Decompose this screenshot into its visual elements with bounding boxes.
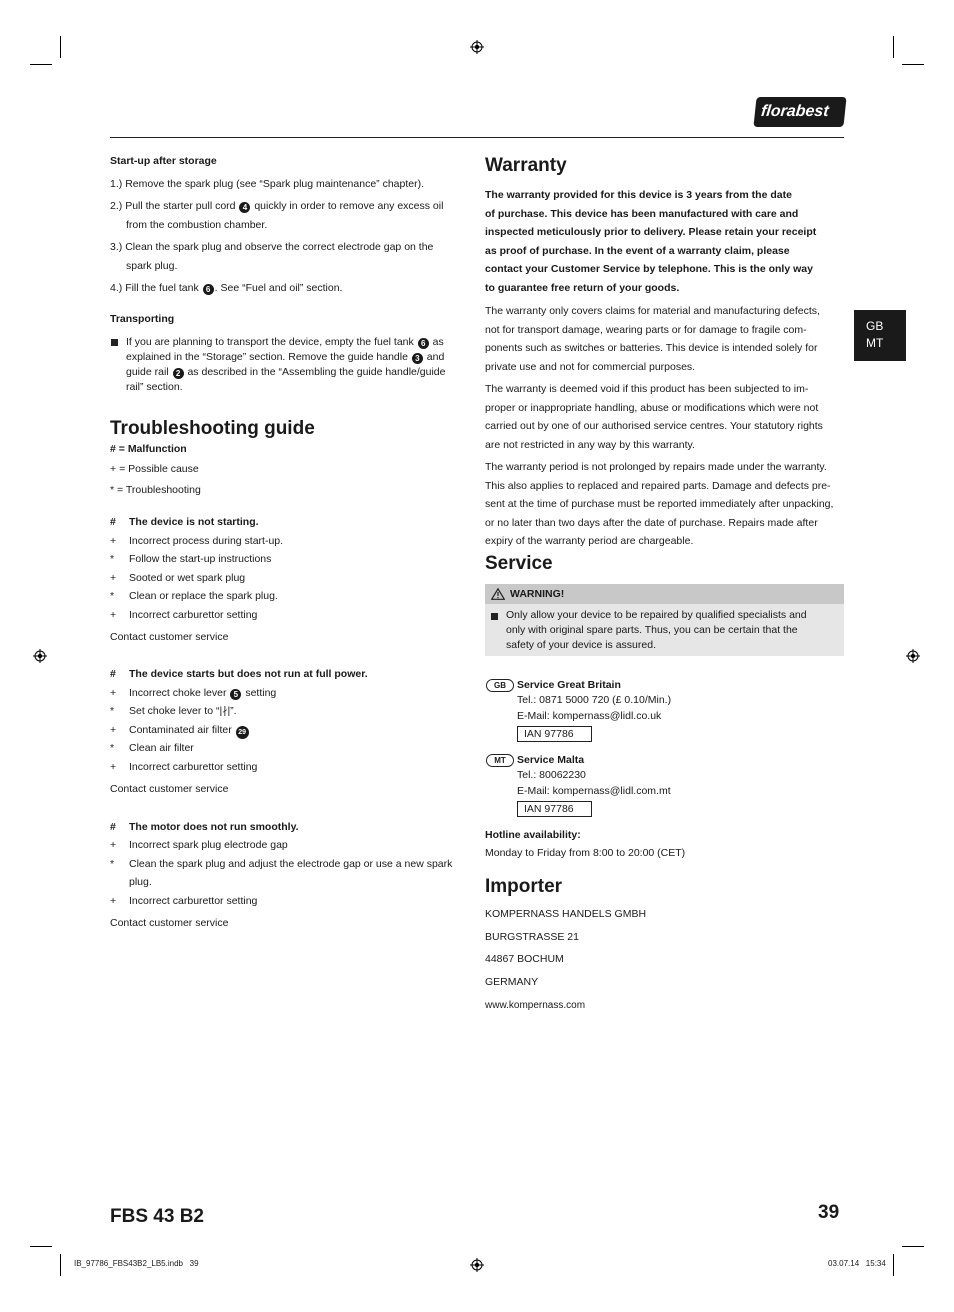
fault-title: # The device starts but does not run at full power.: [110, 668, 368, 680]
registration-mark-icon: [470, 1258, 484, 1272]
transport-text: guide rail: [126, 366, 169, 378]
text-line: proper or inappropriate handling, abuse or modifications which were not: [485, 401, 819, 414]
item-text: Incorrect choke lever: [129, 687, 227, 699]
text-line: This also applies to replaced and repaired parts. Damage and defects pre-: [485, 479, 831, 492]
fault-item: [110, 534, 283, 549]
fault-item: [110, 571, 245, 586]
importer-line: KOMPERNASS HANDELS GMBH: [485, 908, 647, 920]
warranty-heading: Warranty: [485, 155, 567, 176]
item-text: Clean the spark plug and adjust the electrode gap or use a new spark: [129, 858, 453, 870]
registration-mark-icon: [33, 649, 47, 663]
registration-mark-icon: [906, 649, 920, 663]
text-line: not for transport damage, wearing parts or for damage to fragile com-: [485, 323, 807, 336]
transport-line-4: rail” section.: [126, 381, 183, 393]
part-ref-badge: 6: [203, 284, 214, 295]
fault-item: [110, 552, 271, 567]
registration-mark-icon: [470, 40, 484, 54]
service-gb-name: Service Great Britain: [517, 679, 621, 691]
warning-text: [506, 608, 807, 653]
header-rule: [110, 137, 844, 138]
item-symbol: +: [110, 609, 117, 621]
part-ref-badge: 4: [239, 202, 250, 213]
startup-step-3: [110, 240, 470, 255]
item-text: Follow the start-up instructions: [129, 553, 272, 565]
item-symbol: +: [110, 535, 117, 547]
transport-text: If you are planning to transport the device, empty the fuel tank: [126, 336, 414, 348]
item-text: setting: [245, 687, 277, 699]
contact-customer-service: Contact customer service: [110, 917, 229, 929]
warranty-paragraph-1: [485, 302, 847, 376]
bullet-square-icon: [111, 339, 118, 346]
text-line: The warranty is deemed void if this product has been subjected to im-: [485, 383, 809, 395]
text-line: Only allow your device to be repaired by qualified specialists and: [506, 609, 807, 621]
transport-line-2: [126, 350, 444, 365]
legend-text: = Malfunction: [118, 443, 187, 455]
text-line: private use and not for commercial purposes.: [485, 360, 696, 373]
item-text: Set choke lever to “|∤|”.: [129, 705, 237, 717]
transport-text: and: [426, 351, 445, 363]
importer-heading: Importer: [485, 876, 563, 897]
legend-text: = Possible cause: [119, 463, 199, 475]
item-symbol: +: [110, 895, 117, 907]
crop-mark: [902, 64, 924, 65]
print-date: 03.07.14 15:34: [828, 1259, 886, 1268]
step-number: 2.): [110, 200, 123, 212]
text-line: to guarantee free return of your goods.: [485, 281, 680, 294]
service-mt-name: Service Malta: [517, 754, 585, 766]
service-mt-email: E-Mail: kompernass@lidl.com.mt: [517, 785, 671, 797]
startup-step-3-cont: spark plug.: [126, 260, 178, 272]
fault-title-text: The device is not starting.: [129, 516, 259, 528]
text-line: safety of your device is assured.: [506, 639, 656, 651]
step-number: 4.): [110, 282, 123, 294]
importer-website: www.kompernass.com: [485, 1000, 586, 1011]
service-gb-tel: Tel.: 0871 5000 720 (£ 0.10/Min.): [517, 694, 672, 706]
step-text: quickly in order to remove any excess oil: [254, 200, 444, 212]
hotline-text: Monday to Friday from 8:00 to 20:00 (CET): [485, 847, 686, 859]
hotline-title: Hotline availability:: [485, 829, 581, 841]
fault-item: [110, 686, 276, 701]
service-mt-tel: Tel.: 80062230: [517, 769, 586, 781]
fault-title: # The device is not starting.: [110, 516, 259, 528]
footer-model: FBS 43 B2: [110, 1206, 204, 1227]
item-text: Incorrect carburettor setting: [129, 609, 258, 621]
fault-item: [110, 723, 250, 739]
text-line: The warranty provided for this device is 3 years from the date: [485, 189, 792, 201]
language-tab: [854, 310, 906, 361]
warranty-bold-paragraph: [485, 186, 847, 298]
item-text: Incorrect process during start-up.: [129, 535, 284, 547]
importer-line: BURGSTRASSE 21: [485, 931, 579, 943]
fault-item: [110, 608, 257, 623]
text-line: of purchase. This device has been manufactured with care and: [485, 207, 799, 220]
legend-malfunction: [110, 442, 187, 457]
ian-box: IAN 97786: [517, 726, 592, 742]
text-line: contact your Customer Service by telephone. This is the only way: [485, 263, 813, 276]
fault-item: [110, 589, 278, 604]
florabest-logo: [753, 97, 846, 127]
item-symbol: *: [110, 705, 115, 717]
crop-mark: [893, 1254, 894, 1276]
startup-step-2-cont: from the combustion chamber.: [126, 219, 268, 231]
step-text: Remove the spark plug (see “Spark plug maintenance” chapter).: [125, 178, 425, 190]
text-line: or no later than two days after the date of purchase. Repairs made after: [485, 516, 818, 529]
item-symbol: *: [110, 742, 115, 754]
step-text: Pull the starter pull cord: [125, 200, 236, 212]
contact-customer-service: Contact customer service: [110, 631, 229, 643]
crop-mark: [893, 36, 894, 58]
contact-customer-service: Contact customer service: [110, 783, 229, 795]
text-line: The warranty period is not prolonged by repairs made under the warranty.: [485, 461, 827, 473]
step-number: 3.): [110, 241, 123, 253]
step-text: Clean the spark plug and observe the correct electrode gap on the: [125, 241, 434, 253]
transport-line-3: [126, 365, 445, 380]
transport-text: explained in the “Storage” section. Remove the guide handle: [126, 351, 408, 363]
crop-mark: [902, 1246, 924, 1247]
language-tab-line-2: MT: [866, 336, 884, 350]
fault-title: # The motor does not run smoothly.: [110, 821, 299, 833]
service-heading: Service: [485, 553, 553, 574]
brand-text: florabest: [760, 103, 830, 120]
item-symbol: *: [110, 858, 115, 870]
fault-item-cont: plug.: [129, 876, 152, 888]
startup-title: Start-up after storage: [110, 155, 217, 167]
fault-title-text: The motor does not run smoothly.: [129, 821, 299, 833]
text-line: ponents such as switches or batteries. This device is intended solely for: [485, 342, 818, 354]
transport-line-1: [126, 335, 444, 350]
part-ref-badge: 6: [418, 338, 429, 349]
legend-text: = Troubleshooting: [117, 484, 201, 496]
service-gb-email: E-Mail: kompernass@lidl.co.uk: [517, 710, 662, 722]
text-line: inspected meticulously prior to delivery. Please retain your receipt: [485, 226, 817, 239]
page-number: 39: [818, 1202, 840, 1223]
legend-symbol: +: [110, 463, 117, 475]
part-ref-badge: 3: [412, 353, 423, 364]
text-line: sent at the time of purchase must be reported immediately after unpacking,: [485, 498, 834, 510]
item-text: Incorrect spark plug electrode gap: [129, 839, 288, 851]
part-ref-badge: 29: [236, 726, 249, 739]
startup-step-2: [110, 199, 470, 214]
item-text: Incorrect carburettor setting: [129, 761, 258, 773]
crop-mark: [30, 64, 52, 65]
part-ref-badge: 2: [173, 368, 184, 379]
item-symbol: +: [110, 839, 117, 851]
crop-mark: [30, 1246, 52, 1247]
item-text: Incorrect carburettor setting: [129, 895, 258, 907]
fault-title-text: The device starts but does not run at full power.: [129, 668, 368, 680]
text-line: expiry of the warranty period are chargeable.: [485, 535, 694, 547]
warranty-paragraph-3: [485, 458, 847, 551]
warning-box: [485, 584, 844, 656]
legend-symbol: #: [110, 443, 116, 455]
gb-badge: GB: [486, 679, 514, 692]
item-symbol: +: [110, 761, 117, 773]
file-info: IB_97786_FBS43B2_LB5.indb 39: [74, 1259, 199, 1268]
item-text: Clean air filter: [129, 742, 194, 754]
warning-label: WARNING!: [510, 588, 565, 600]
fault-item: [110, 741, 194, 756]
item-text: Contaminated air filter: [129, 724, 232, 736]
mt-badge: MT: [486, 754, 514, 767]
step-number: 1.): [110, 178, 123, 190]
text-line: are not restricted in any way by this warranty.: [485, 438, 695, 451]
legend-cause: [110, 462, 199, 477]
text-line: carried out by one of our authorised service centres. Your statutory rights: [485, 420, 823, 432]
text-line: only with original spare parts. Thus, you can be certain that the: [506, 624, 798, 636]
item-text: Sooted or wet spark plug: [129, 572, 246, 584]
transport-text: as described in the “Assembling the guide handle/guide: [187, 366, 446, 378]
legend-symbol: *: [110, 484, 115, 496]
part-ref-badge: 5: [230, 689, 241, 700]
fault-item: [110, 760, 257, 775]
ian-box: IAN 97786: [517, 801, 592, 817]
importer-line: GERMANY: [485, 976, 539, 988]
startup-step-1: [110, 177, 470, 192]
step-text: . See “Fuel and oil” section.: [214, 282, 343, 294]
fault-item: [110, 704, 237, 719]
warning-triangle-icon: [491, 588, 505, 600]
text-line: as proof of purchase. In the event of a warranty claim, please: [485, 244, 790, 257]
fault-item: [110, 857, 452, 872]
item-symbol: +: [110, 572, 117, 584]
warranty-paragraph-2: [485, 380, 847, 454]
text-line: The warranty only covers claims for material and manufacturing defects,: [485, 305, 820, 317]
item-text: Clean or replace the spark plug.: [129, 590, 278, 602]
item-symbol: +: [110, 724, 117, 736]
importer-line: 44867 BOCHUM: [485, 953, 564, 965]
item-symbol: +: [110, 687, 117, 699]
item-symbol: *: [110, 590, 115, 602]
transport-title: Transporting: [110, 313, 175, 325]
bullet-square-icon: [491, 613, 498, 620]
crop-mark: [60, 1254, 61, 1276]
fault-item: [110, 838, 288, 853]
language-tab-line-1: GB: [866, 319, 884, 333]
legend-fix: [110, 483, 201, 498]
transport-text: as: [432, 336, 444, 348]
troubleshooting-heading: Troubleshooting guide: [110, 418, 315, 439]
fault-item: [110, 894, 257, 909]
startup-step-4: [110, 281, 470, 296]
step-text: Fill the fuel tank: [125, 282, 199, 294]
crop-mark: [60, 36, 61, 58]
item-symbol: *: [110, 553, 115, 565]
